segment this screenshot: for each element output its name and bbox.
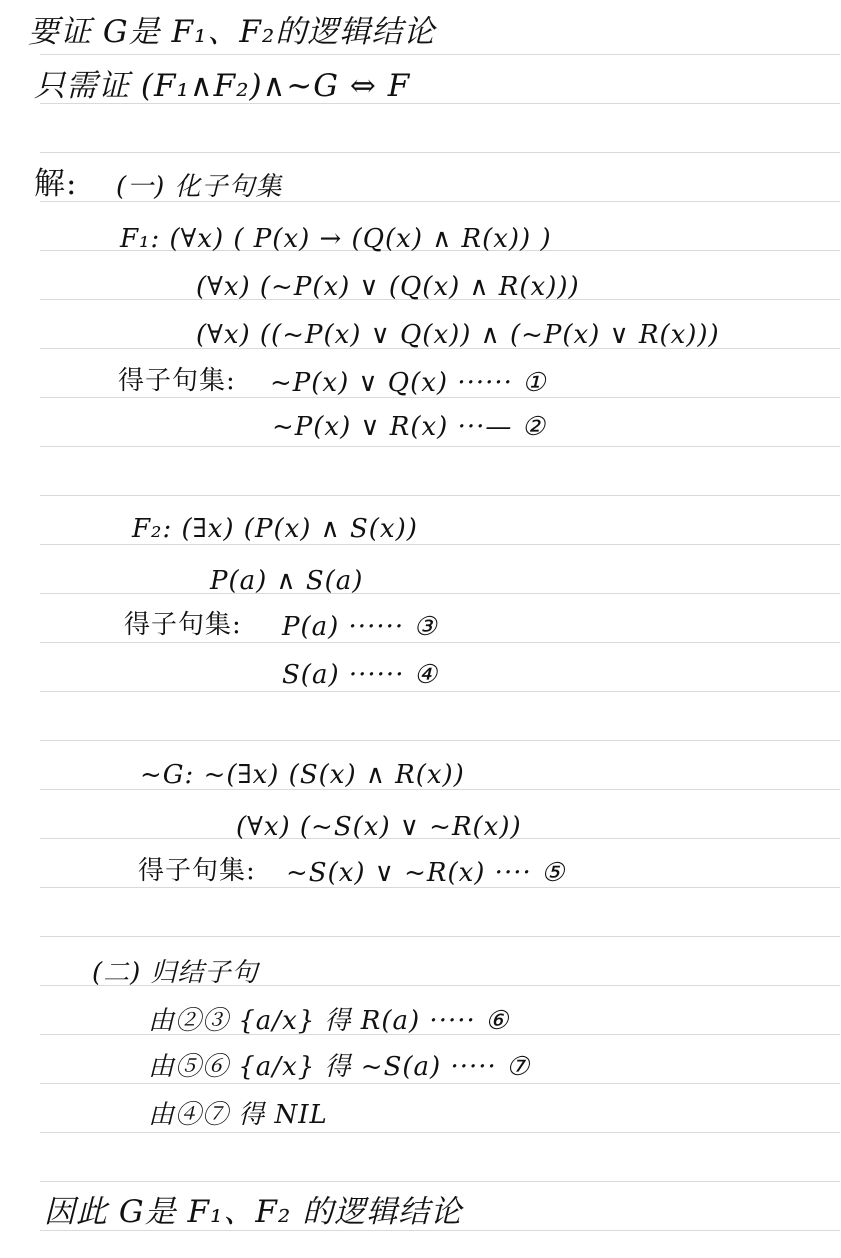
ruled-line (40, 1132, 840, 1133)
ruled-line (40, 54, 840, 55)
ruled-line (40, 1230, 840, 1231)
resolution-step-7: 由⑤⑥ {a/x} 得 ~S(a) ····· ⑦ (148, 1052, 531, 1082)
ruled-line (40, 1181, 840, 1182)
ruled-line (40, 691, 840, 692)
resolution-step-nil: 由④⑦ 得 NIL (148, 1100, 328, 1130)
clause-set-label: 得子句集: (138, 856, 256, 886)
solution-label: 解: (34, 166, 78, 202)
section-heading-resolution: (二) 归结子句 (92, 958, 259, 988)
ruled-line (40, 642, 840, 643)
clause-2: ~P(x) ∨ R(x) ···— ② (272, 412, 546, 442)
heading-goal: 要证 G是 F₁、F₂的逻辑结论 (28, 14, 436, 50)
clause-set-label: 得子句集: (124, 610, 242, 640)
ruled-line (40, 495, 840, 496)
ruled-line (40, 446, 840, 447)
formula-f1-step2: (∀x) ((~P(x) ∨ Q(x)) ∧ (~P(x) ∨ R(x))) (196, 320, 720, 350)
formula-f2-step1: P(a) ∧ S(a) (210, 566, 364, 596)
section-heading-clause-set: (一) 化子句集 (116, 172, 283, 202)
formula-not-g-step1: (∀x) (~S(x) ∨ ~R(x)) (236, 812, 522, 842)
ruled-line (40, 152, 840, 153)
clause-1: ~P(x) ∨ Q(x) ······ ① (270, 368, 547, 398)
clause-5: ~S(x) ∨ ~R(x) ···· ⑤ (286, 858, 566, 888)
formula-not-g: ~G: ~(∃x) (S(x) ∧ R(x)) (140, 760, 465, 790)
ruled-line (40, 740, 840, 741)
ruled-line (40, 936, 840, 937)
ruled-line (40, 1083, 840, 1084)
ruled-line (40, 593, 840, 594)
formula-f2: F₂: (∃x) (P(x) ∧ S(x)) (132, 514, 418, 544)
clause-4: S(a) ······ ④ (282, 660, 439, 690)
clause-3: P(a) ······ ③ (282, 612, 438, 642)
heading-requirement: 只需证 (F₁∧F₂)∧~G ⇔ F (34, 68, 411, 104)
resolution-step-6: 由②③ {a/x} 得 R(a) ····· ⑥ (148, 1006, 510, 1036)
clause-set-label: 得子句集: (118, 366, 236, 396)
ruled-line (40, 544, 840, 545)
formula-f1-step1: (∀x) (~P(x) ∨ (Q(x) ∧ R(x))) (196, 272, 580, 302)
conclusion: 因此 G是 F₁、F₂ 的逻辑结论 (44, 1194, 463, 1230)
formula-f1: F₁: (∀x) ( P(x) → (Q(x) ∧ R(x)) ) (120, 224, 552, 254)
